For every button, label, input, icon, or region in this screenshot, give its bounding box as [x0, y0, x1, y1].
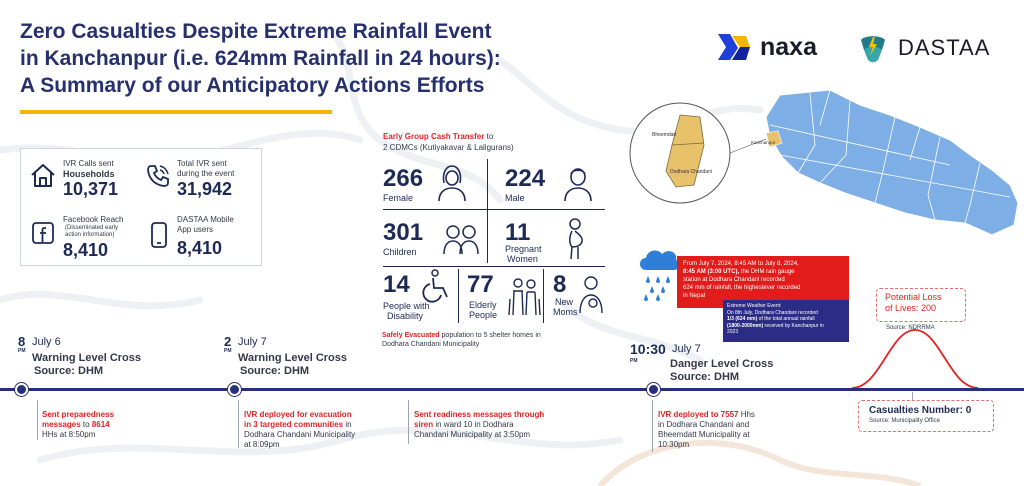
note-highlight: IVR deployed to 7557	[658, 410, 739, 419]
note-highlight: 8614	[91, 420, 110, 429]
children-icon	[441, 221, 481, 255]
nepal-map-shape	[766, 90, 1018, 235]
event-date: July 6	[32, 336, 61, 348]
note-highlight: Sent readiness messages through	[414, 410, 545, 419]
note-text: Dodhara Chandani Municipality	[244, 430, 356, 439]
event-source: Source: DHM	[34, 365, 104, 377]
fb-reach-sub-1: (Disseminated early	[65, 225, 119, 231]
timeline-dot	[647, 383, 660, 396]
note-text: HHs at 8:50pm	[42, 430, 96, 439]
potential-loss-label-2: of Lives: 200	[885, 303, 937, 313]
naxa-logo	[716, 32, 817, 62]
app-users-label-2: App users	[177, 225, 214, 234]
cash-transfer-heading	[383, 131, 514, 153]
evacuation-text: population to 5 shelter homes in	[439, 332, 541, 339]
extreme-weather-ratio: 1/3 (624 mm)	[727, 316, 758, 322]
note-highlight: siren	[414, 420, 434, 429]
event-ampm: PM	[224, 348, 232, 354]
note-highlight: messages	[42, 420, 81, 429]
extreme-weather-title: Extreme Weather Event:	[727, 303, 782, 309]
naxa-logo-text: naxa	[760, 32, 817, 61]
ivr-calls-label: IVR Calls sent	[63, 159, 114, 168]
title-line-2: in Kanchanpur (i.e. 624mm Rainfall in 24 hours):	[20, 47, 501, 70]
event-date: July 7	[238, 336, 267, 348]
male-label: Male	[505, 193, 525, 203]
casualties-source: Source: Municipality Office	[869, 418, 940, 424]
disability-label-1: People with	[383, 301, 430, 311]
app-users-value: 8,410	[177, 238, 223, 258]
timeline-dot	[15, 383, 28, 396]
ivr-calls-value: 10,371	[63, 179, 119, 199]
naxa-logo-icon	[716, 32, 752, 62]
note-connector	[652, 400, 653, 452]
evacuation-location: Dodhara Chandani Municipality	[382, 341, 480, 348]
woman-icon	[435, 163, 469, 203]
inset-label-bheemdatt: Bheemdatt	[652, 132, 677, 138]
note-1	[42, 410, 202, 440]
ivr-calls-sub: Households	[63, 169, 115, 179]
grid-divider	[543, 269, 544, 323]
pregnant-women-label-1: Pregnant	[505, 244, 542, 254]
house-icon	[29, 161, 57, 189]
rain-cloud-icon	[636, 244, 682, 302]
event-ampm: PM	[630, 358, 638, 364]
timeline-dot	[228, 383, 241, 396]
note-text: in ward 10 in Dodhara	[433, 420, 514, 429]
note-highlight: in 3 targeted communities	[244, 420, 344, 429]
new-moms-label-2: Moms	[553, 307, 578, 317]
cash-transfer-title: Early Group Cash Transfer	[383, 132, 485, 141]
dastaa-logo-text: DASTAA	[898, 35, 991, 60]
dastaa-logo	[856, 32, 990, 64]
potential-loss-label-1: Potential Loss	[885, 292, 942, 302]
event-ampm: PM	[18, 348, 26, 354]
title-line-3: A Summary of our Anticipatory Actions Efforts	[20, 74, 485, 97]
cash-transfer-to: to	[484, 132, 494, 141]
rainfall-info-time: 8:45 AM (3:00 UTC),	[683, 269, 740, 275]
elderly-label-1: Elderly	[469, 300, 497, 310]
casualties-box	[858, 400, 994, 432]
note-highlight: IVR deployed for evacuation	[244, 410, 352, 419]
beneficiary-grid	[383, 155, 605, 327]
note-text: in	[343, 420, 352, 429]
pregnant-woman-icon	[563, 217, 589, 261]
event-hour: 8	[18, 334, 26, 349]
note-text: 10:30pm	[658, 440, 690, 449]
app-users-label-1: DASTAA Mobile	[177, 215, 234, 224]
note-text: at 8:09pm	[244, 440, 280, 449]
pregnant-women-label-2: Women	[507, 254, 538, 264]
inset-label-dodhara: Dodhara Chandani	[670, 169, 712, 175]
grid-divider	[458, 269, 459, 323]
rainfall-info-line: in Nepal	[683, 293, 706, 299]
female-count: 266	[383, 165, 424, 192]
man-icon	[561, 163, 595, 203]
extreme-weather-line: of the total annual rainfall	[757, 316, 815, 322]
mobile-phone-icon	[149, 221, 169, 249]
children-label: Children	[383, 247, 417, 257]
total-ivr-label-2: during the event	[177, 169, 235, 178]
grid-divider	[487, 159, 488, 263]
casualties-label: Casualties Number: 0	[869, 405, 972, 416]
extreme-weather-line: On 8th July, Dodhara Chandani recorded	[727, 309, 818, 316]
children-count: 301	[383, 219, 424, 246]
wheelchair-icon	[419, 269, 453, 303]
extreme-weather-box	[723, 300, 849, 342]
event-title: Danger Level Cross	[670, 358, 774, 370]
page-title	[20, 18, 600, 99]
fb-reach-value: 8,410	[63, 240, 109, 260]
mother-with-baby-icon	[577, 275, 605, 315]
note-4	[658, 410, 798, 450]
note-highlight: Sent preparedness	[42, 410, 115, 419]
title-line-1: Zero Casualties Despite Extreme Rainfall Event	[20, 20, 492, 43]
cash-transfer-recipients: 2 CDMCs (Kutiyakavar & Laligurans)	[383, 143, 514, 152]
note-text: Bheemdatt Municipality at	[658, 430, 750, 439]
fb-reach-label: Facebook Reach	[63, 215, 124, 224]
new-moms-label-1: New	[555, 297, 574, 307]
extreme-weather-annual: (1800-2000mm)	[727, 322, 764, 329]
potential-loss-source: Source: NDRRMA	[886, 325, 935, 331]
evacuation-highlight: Safely Evacuated	[382, 332, 440, 339]
map-label-kanchanpur: Kanchanpur	[751, 140, 776, 145]
fb-reach-sub-2: action information)	[65, 232, 115, 238]
facebook-icon	[31, 221, 55, 245]
phone-icon	[145, 163, 171, 189]
rainfall-info-line: 624 mm of rainfall, the highestever recorded	[683, 285, 801, 291]
event-date: July 7	[672, 343, 701, 355]
ivr-stats-panel	[20, 148, 262, 266]
grid-divider	[383, 266, 605, 267]
total-ivr-value: 31,942	[177, 179, 233, 199]
pregnant-women-count: 11	[505, 219, 531, 246]
event-source: Source: DHM	[670, 371, 740, 383]
event-hour: 10:30	[630, 341, 666, 357]
evacuation-note	[382, 331, 541, 349]
disability-label-2: Disability	[387, 311, 424, 321]
elderly-count: 77	[467, 271, 494, 298]
disability-count: 14	[383, 271, 410, 298]
timeline-axis	[0, 388, 1024, 391]
note-connector	[37, 400, 38, 440]
event-source: Source: DHM	[240, 365, 310, 377]
male-count: 224	[505, 165, 546, 192]
note-text: Chandani Municipality at 3:50pm	[414, 430, 531, 439]
extreme-weather-year: 2023	[727, 329, 739, 335]
title-underline	[20, 110, 332, 114]
note-2	[244, 410, 414, 450]
note-3	[414, 410, 594, 440]
extreme-weather-line: received by Kanchanpur in	[763, 322, 824, 329]
grid-divider	[383, 209, 605, 210]
event-hour: 2	[224, 334, 232, 349]
note-connector	[238, 400, 239, 448]
rainfall-info-line: station at Dodhara Chandani recorded	[683, 277, 785, 283]
rainfall-info-line: From July 7, 2024, 8:45 AM to July 8, 2024,	[683, 261, 799, 267]
note-text: in Dodhara Chandani and	[658, 420, 750, 429]
female-label: Female	[383, 193, 414, 203]
note-text: Hhs	[738, 410, 755, 419]
event-title: Warning Level Cross	[238, 352, 348, 364]
dastaa-logo-icon	[856, 32, 890, 64]
elderly-label-2: People	[469, 310, 498, 320]
event-title: Warning Level Cross	[32, 352, 142, 364]
elderly-people-icon	[507, 277, 541, 317]
potential-loss-box	[876, 288, 966, 322]
note-text: to	[80, 420, 92, 429]
total-ivr-label-1: Total IVR sent	[177, 159, 227, 168]
new-moms-count: 8	[553, 271, 567, 298]
rainfall-info-line: the DHM rain gauge	[739, 269, 795, 275]
